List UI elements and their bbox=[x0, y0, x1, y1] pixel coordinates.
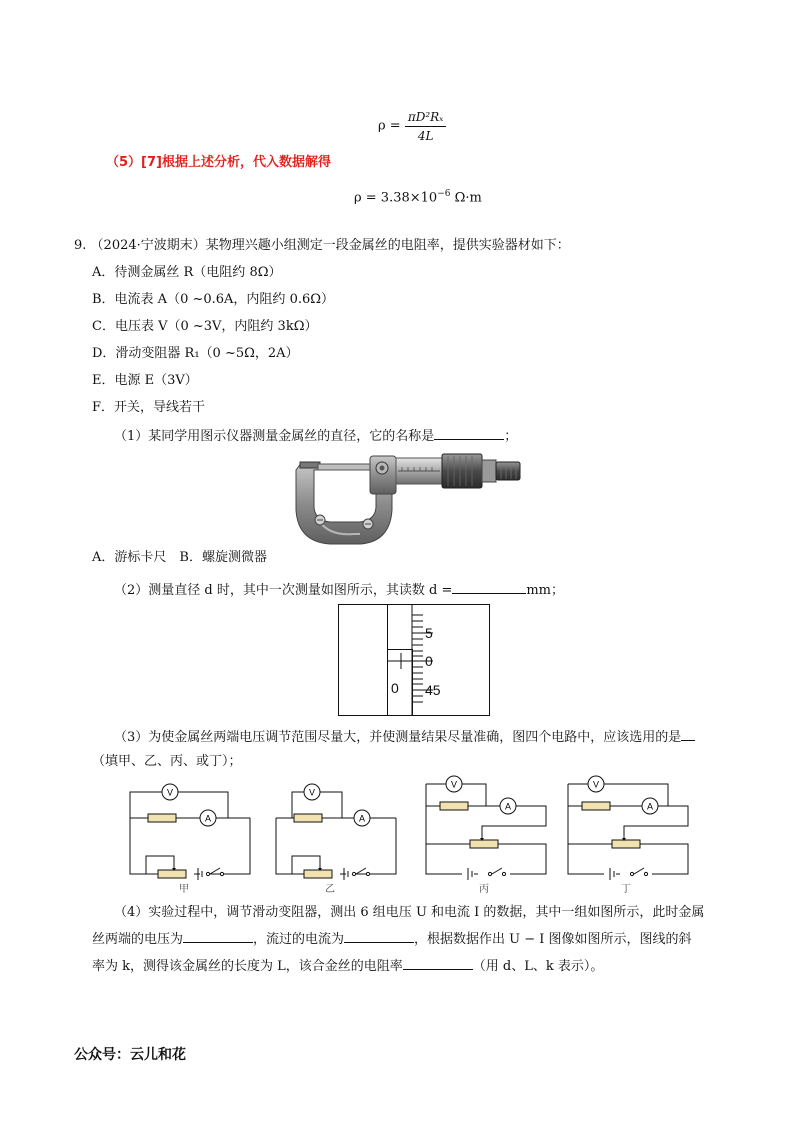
question-number: 9. bbox=[74, 238, 87, 253]
scale-ticks bbox=[339, 605, 489, 715]
question-9-intro bbox=[74, 237, 570, 255]
circuit-label-jia: 甲 bbox=[179, 884, 189, 894]
ammeter-label: A bbox=[504, 801, 512, 812]
part-4-text-e: （用 d、L、k 表示）。 bbox=[472, 959, 604, 974]
part-4-text-b: ，流过的电流为 bbox=[253, 932, 345, 947]
part-1-end: ； bbox=[504, 429, 518, 444]
answer-blank bbox=[434, 426, 504, 440]
part-2-question bbox=[114, 580, 564, 600]
circuit-label-ding: 丁 bbox=[621, 884, 631, 894]
part-1-options: A．游标卡尺 B．螺旋测微器 bbox=[92, 550, 267, 565]
part-4-text-a: 丝两端的电压为 bbox=[92, 932, 184, 947]
formula-result-lhs: ρ = 3.38×10 bbox=[354, 190, 438, 206]
part-1-text: （1）某同学用图示仪器测量金属丝的直径，它的名称是 bbox=[114, 429, 435, 444]
material-item: A．待测金属丝 R（电阻约 8Ω） bbox=[92, 265, 282, 280]
answer-blank bbox=[681, 727, 695, 741]
formula-denominator: 4L bbox=[405, 126, 447, 145]
thimble-label-45: 45 bbox=[425, 682, 441, 698]
answer-blank bbox=[452, 580, 526, 594]
ammeter-label: A bbox=[646, 801, 654, 812]
part-3-text: （3）为使金属丝两端电压调节范围尽量大，并使测量结果尽量准确，图四个电路中，应该选用的是 bbox=[114, 730, 682, 745]
formula-fraction bbox=[405, 108, 447, 145]
micrometer-illustration bbox=[290, 450, 530, 550]
part-3-line-1 bbox=[114, 727, 695, 747]
part-2-unit: mm； bbox=[526, 583, 564, 598]
micrometer-scale-reading bbox=[338, 604, 490, 716]
answer-blank bbox=[403, 956, 473, 970]
formula-rho-expression bbox=[378, 108, 446, 145]
question-text: （2024·宁波期末）某物理兴趣小组测定一段金属丝的电阻率，提供实验器材如下： bbox=[90, 238, 570, 253]
circuit-label-bing: 丙 bbox=[479, 884, 489, 894]
material-item: F．开关，导线若干 bbox=[92, 400, 206, 415]
thimble-label-5: 5 bbox=[425, 625, 433, 641]
part-1-question bbox=[114, 426, 517, 446]
solution-step-5: （5）[7]根据上述分析，代入数据解得 bbox=[106, 155, 331, 170]
formula-numerator: πD²Rₓ bbox=[407, 110, 444, 124]
voltmeter-label: V bbox=[166, 787, 174, 798]
material-item: E．电源 E（3V） bbox=[92, 373, 198, 388]
answer-blank bbox=[183, 929, 253, 943]
formula-lhs: ρ = bbox=[378, 118, 401, 134]
part-4-line-2 bbox=[92, 929, 692, 949]
thimble-label-0: 0 bbox=[425, 653, 433, 669]
sleeve-label-0: 0 bbox=[391, 680, 399, 696]
material-item: D．滑动变阻器 R₁（0 ~5Ω，2A） bbox=[92, 346, 299, 361]
answer-blank bbox=[344, 929, 414, 943]
part-4-line-1: （4）实验过程中，调节滑动变阻器，测出 6 组电压 U 和电流 I 的数据，其中一组如图所示，此时金属 bbox=[114, 905, 705, 920]
formula-rho-result bbox=[354, 185, 482, 207]
formula-result-unit: Ω·m bbox=[454, 190, 482, 206]
circuit-diagram-ding bbox=[564, 772, 694, 894]
part-2-text: （2）测量直径 d 时，其中一次测量如图所示，其读数 d = bbox=[114, 583, 453, 598]
voltmeter-label: V bbox=[308, 787, 316, 798]
ammeter-label: A bbox=[204, 813, 212, 824]
part-3-line-2: （填甲、乙、丙、或丁）； bbox=[92, 754, 242, 769]
circuit-diagram-yi bbox=[274, 782, 404, 894]
part-4-line-3 bbox=[92, 956, 603, 976]
ammeter-label: A bbox=[358, 813, 366, 824]
part-4-text-c: ，根据数据作出 U − I 图像如图所示，图线的斜 bbox=[414, 932, 692, 947]
footer-account: 公众号：云儿和花 bbox=[74, 1047, 186, 1063]
circuit-diagram-jia bbox=[128, 782, 258, 894]
voltmeter-label: V bbox=[450, 779, 458, 790]
voltmeter-label: V bbox=[592, 779, 600, 790]
formula-result-exp: −6 bbox=[437, 189, 451, 199]
material-item: C．电压表 V（0 ~3V，内阻约 3kΩ） bbox=[92, 319, 318, 334]
material-item: B．电流表 A（0 ~0.6A，内阻约 0.6Ω） bbox=[92, 292, 335, 307]
circuit-diagram-bing bbox=[422, 772, 552, 894]
part-4-text-d: 率为 k，测得该金属丝的长度为 L，该合金丝的电阻率 bbox=[92, 959, 403, 974]
circuit-label-yi: 乙 bbox=[325, 884, 335, 894]
